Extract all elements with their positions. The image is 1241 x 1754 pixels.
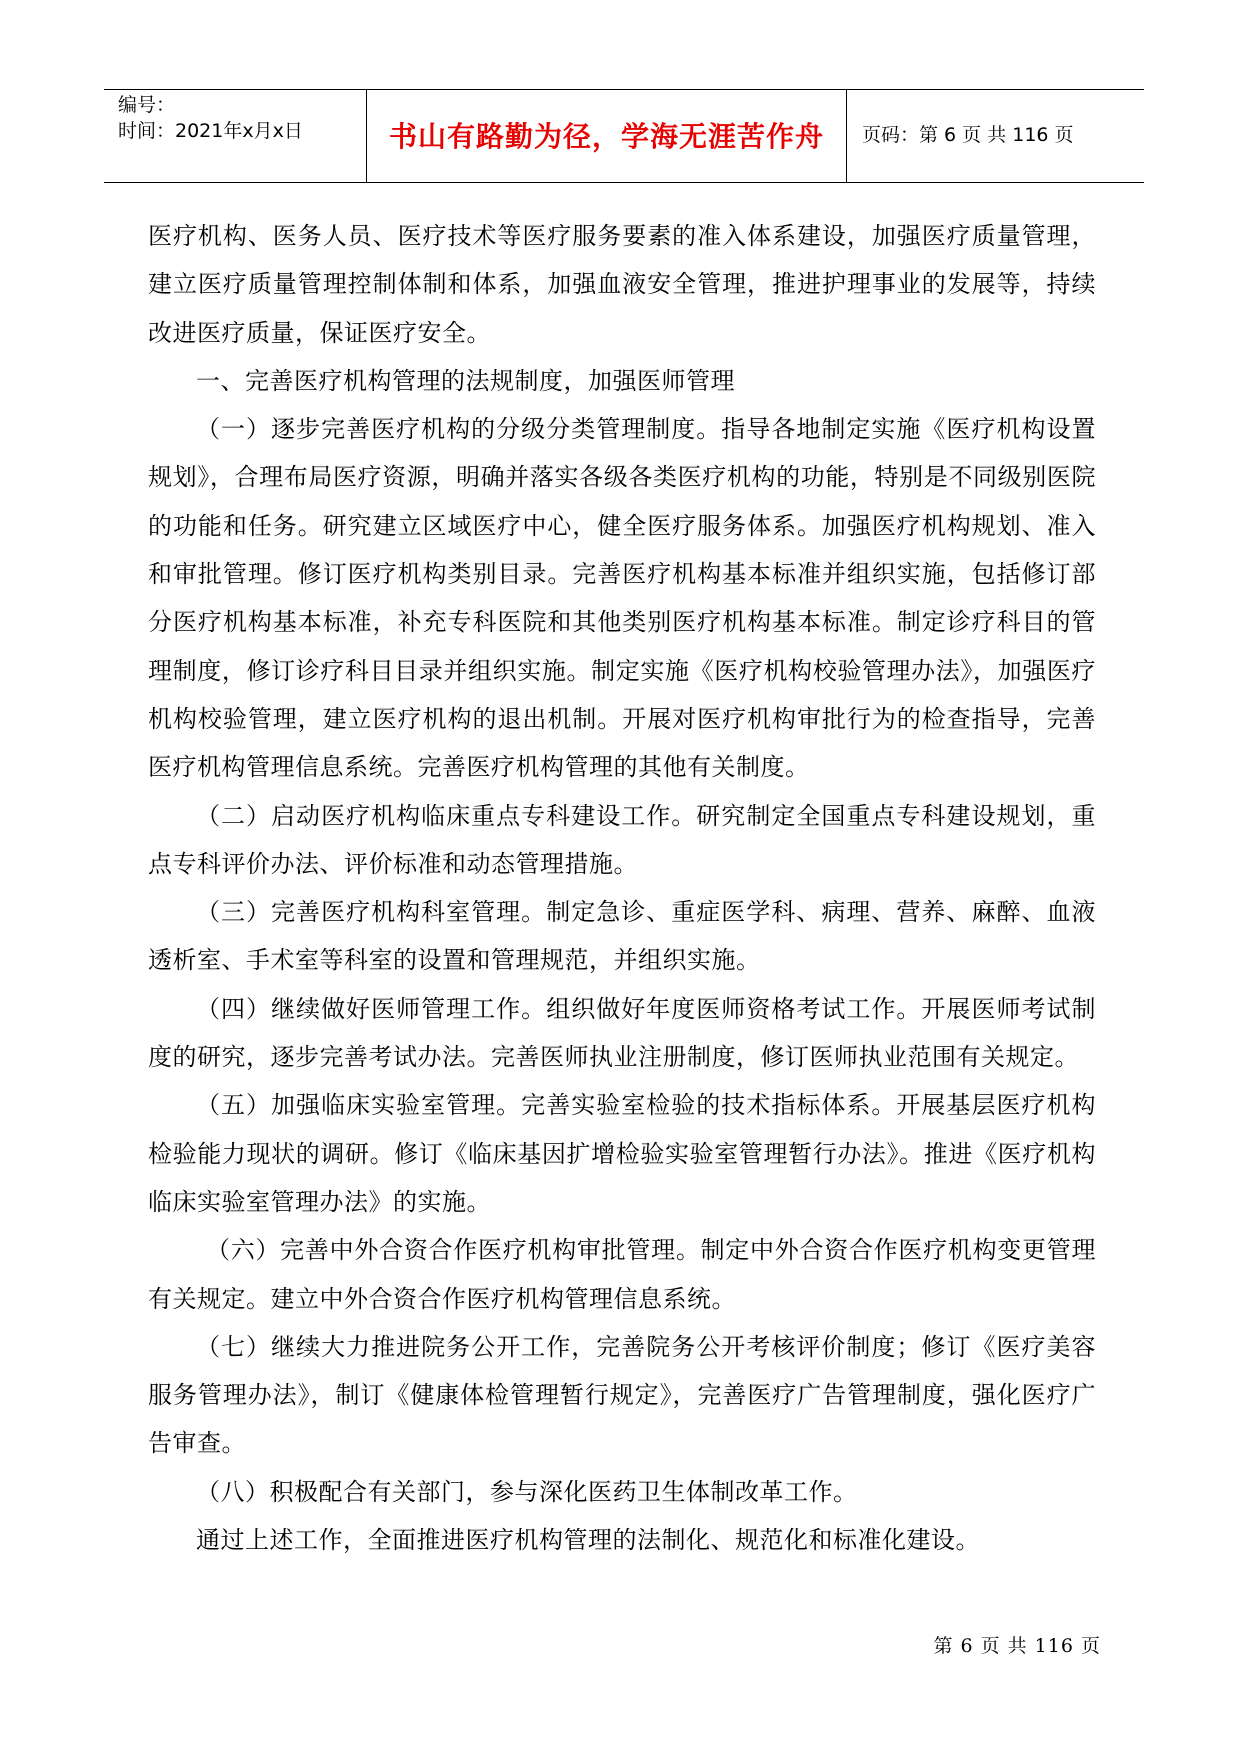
paragraph-item-1: （一）逐步完善医疗机构的分级分类管理制度。指导各地制定实施《医疗机构设置规划》，合理布局医疗资源，明确并落实各级各类医疗机构的功能，特别是不同级别医院的功能和任务。研究建立区域医疗中心，健全医疗服务体系。加强医疗机构规划、准入和审批管理。修订医疗机构类别目录。完善医疗机构基本标准并组织实施，包括修订部分医疗机构基本标准，补充专科医院和其他类别医疗机构基本标准。制定诊疗科目的管理制度，修订诊疗科目目录并组织实施。制定实施《医疗机构校验管理办法》，加强医疗机构校验管理，建立医疗机构的退出机制。开展对医疗机构审批行为的检查指导，完善医疗机构管理信息系统。完善医疗机构管理的其他有关制度。 bbox=[148, 415, 1096, 782]
header-right-cell bbox=[847, 90, 1144, 182]
page-header bbox=[104, 89, 1144, 183]
paragraph-continued: 医疗机构、医务人员、医疗技术等医疗服务要素的准入体系建设，加强医疗质量管理，建立医疗质量管理控制体制和体系，加强血液安全管理，推进护理事业的发展等，持续改进医疗质量，保证医疗安全。 bbox=[148, 222, 1096, 347]
body-content bbox=[148, 212, 1096, 1564]
paragraph-item-5: （五）加强临床实验室管理。完善实验室检验的技术指标体系。开展基层医疗机构检验能力现状的调研。修订《临床基因扩增检验实验室管理暂行办法》。推进《医疗机构临床实验室管理办法》的实施。 bbox=[148, 1091, 1096, 1216]
header-left-cell bbox=[104, 90, 367, 182]
page-number-label: 页码：第 6 页 共 116 页 bbox=[862, 124, 1074, 146]
header-middle-cell bbox=[367, 90, 847, 182]
time-label: 时间：2021年x月x日 bbox=[118, 120, 303, 142]
paragraph-item-4: （四）继续做好医师管理工作。组织做好年度医师资格考试工作。开展医师考试制度的研究，逐步完善考试办法。完善医师执业注册制度，修订医师执业范围有关规定。 bbox=[148, 994, 1096, 1072]
paragraph-summary: 通过上述工作，全面推进医疗机构管理的法制化、规范化和标准化建设。 bbox=[196, 1526, 980, 1555]
paragraph-item-7: （七）继续大力推进院务公开工作，完善院务公开考核评价制度；修订《医疗美容服务管理办法》，制订《健康体检管理暂行规定》，完善医疗广告管理制度，强化医疗广告审查。 bbox=[148, 1332, 1096, 1458]
motto-text: 书山有路勤为径，学海无涯苦作舟 bbox=[388, 120, 824, 153]
paragraph-item-3: （三）完善医疗机构科室管理。制定急诊、重症医学科、病理、营养、麻醉、血液透析室、手术室等科室的设置和管理规范，并组织实施。 bbox=[148, 898, 1096, 975]
section-heading: 一、完善医疗机构管理的法规制度，加强医师管理 bbox=[196, 366, 735, 395]
paragraph-item-2: （二）启动医疗机构临床重点专科建设工作。研究制定全国重点专科建设规划，重点专科评价办法、评价标准和动态管理措施。 bbox=[148, 801, 1096, 878]
page-footer: 第 6 页 共 116 页 bbox=[933, 1635, 1101, 1657]
paragraph-item-6: （六）完善中外合资合作医疗机构审批管理。制定中外合资合作医疗机构变更管理有关规定。建立中外合资合作医疗机构管理信息系统。 bbox=[148, 1236, 1096, 1313]
paragraph-item-8: （八）积极配合有关部门，参与深化医药卫生体制改革工作。 bbox=[196, 1477, 858, 1506]
doc-number-label: 编号： bbox=[118, 94, 176, 116]
